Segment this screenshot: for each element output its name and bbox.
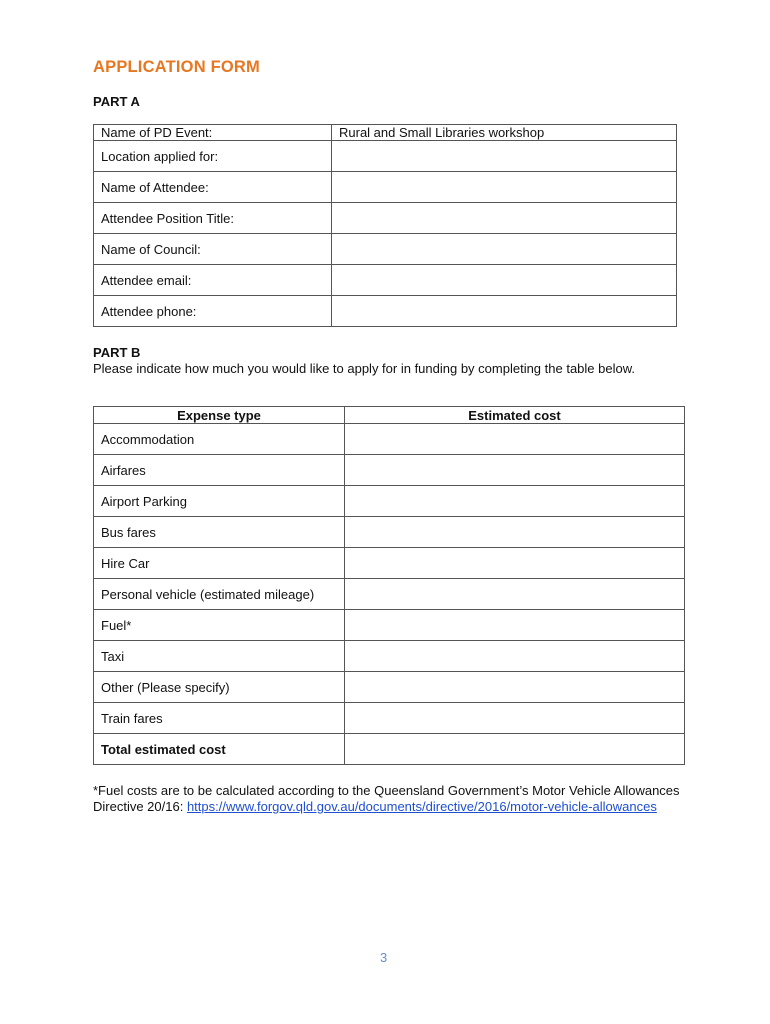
council-name-input[interactable] — [332, 234, 677, 265]
expense-label: Airfares — [94, 455, 345, 486]
expense-type-header: Expense type — [94, 407, 345, 424]
cost-input[interactable] — [345, 610, 685, 641]
cost-input[interactable] — [345, 517, 685, 548]
table-header-row — [94, 407, 685, 424]
table-row — [94, 203, 677, 234]
table-row — [94, 548, 685, 579]
estimated-cost-header: Estimated cost — [345, 407, 685, 424]
total-label: Total estimated cost — [94, 734, 345, 765]
part-a-table — [93, 124, 677, 327]
cost-input[interactable] — [345, 672, 685, 703]
phone-input[interactable] — [332, 296, 677, 327]
table-row — [94, 234, 677, 265]
part-a-heading: PART A — [93, 94, 140, 109]
field-label: Attendee Position Title: — [94, 203, 332, 234]
attendee-name-input[interactable] — [332, 172, 677, 203]
table-row — [94, 703, 685, 734]
field-label: Name of Council: — [94, 234, 332, 265]
cost-input[interactable] — [345, 424, 685, 455]
expense-label: Taxi — [94, 641, 345, 672]
expense-label: Airport Parking — [94, 486, 345, 517]
field-label: Name of Attendee: — [94, 172, 332, 203]
table-row — [94, 125, 677, 141]
table-row — [94, 455, 685, 486]
cost-input[interactable] — [345, 455, 685, 486]
table-row — [94, 141, 677, 172]
cost-input[interactable] — [345, 703, 685, 734]
expense-table — [93, 406, 685, 765]
table-row — [94, 672, 685, 703]
cost-input[interactable] — [345, 579, 685, 610]
field-label: Location applied for: — [94, 141, 332, 172]
page-number: 3 — [380, 950, 388, 965]
expense-label: Bus fares — [94, 517, 345, 548]
total-cost-input[interactable] — [345, 734, 685, 765]
expense-label: Other (Please specify) — [94, 672, 345, 703]
expense-label: Fuel* — [94, 610, 345, 641]
table-row — [94, 172, 677, 203]
table-row — [94, 486, 685, 517]
table-row — [94, 424, 685, 455]
total-row — [94, 734, 685, 765]
field-label: Attendee phone: — [94, 296, 332, 327]
table-row — [94, 296, 677, 327]
cost-input[interactable] — [345, 548, 685, 579]
table-row — [94, 610, 685, 641]
table-row — [94, 579, 685, 610]
expense-label: Hire Car — [94, 548, 345, 579]
position-title-input[interactable] — [332, 203, 677, 234]
location-input[interactable] — [332, 141, 677, 172]
fuel-footnote — [93, 783, 693, 815]
pd-event-value[interactable]: Rural and Small Libraries workshop — [332, 125, 677, 141]
part-b-intro: Please indicate how much you would like to apply for in funding by completing the table below. — [93, 361, 635, 376]
table-row — [94, 265, 677, 296]
expense-label: Accommodation — [94, 424, 345, 455]
directive-link[interactable]: https://www.forgov.qld.gov.au/documents/directive/2016/motor-vehicle-allowances — [186, 799, 657, 814]
footnote-text: *Fuel costs are to be calculated according to the Queensland Government’s Motor Vehicle Allowances Directive 20/16: — [93, 783, 680, 814]
table-row — [94, 641, 685, 672]
expense-label: Train fares — [94, 703, 345, 734]
email-input[interactable] — [332, 265, 677, 296]
cost-input[interactable] — [345, 486, 685, 517]
field-label: Name of PD Event: — [94, 125, 332, 141]
part-b-heading: PART B — [93, 345, 141, 360]
cost-input[interactable] — [345, 641, 685, 672]
table-row — [94, 517, 685, 548]
expense-label: Personal vehicle (estimated mileage) — [94, 579, 345, 610]
field-label: Attendee email: — [94, 265, 332, 296]
page-title: APPLICATION FORM — [93, 58, 260, 76]
